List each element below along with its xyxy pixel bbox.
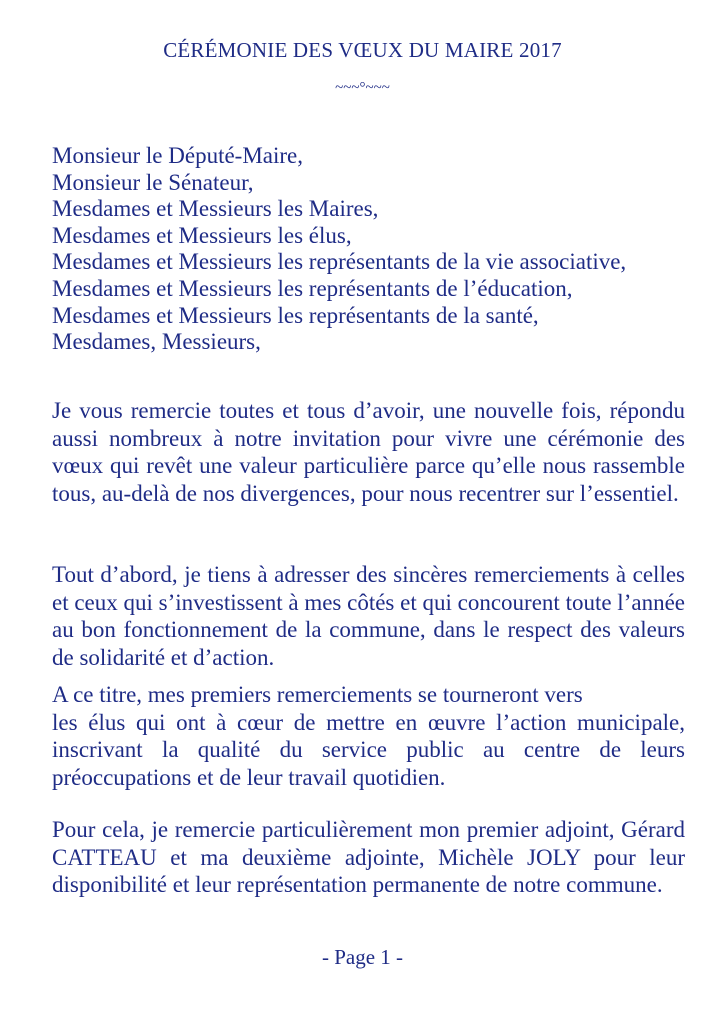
document-title: CÉRÉMONIE DES VŒUX DU MAIRE 2017 xyxy=(163,38,562,62)
salutation-line: Mesdames, Messieurs, xyxy=(52,329,261,355)
body-paragraph: Tout d’abord, je tiens à adresser des sincères remerciements à celles et ceux qui s’investissent à mes côtés et qui concourent toute l’année au bon fonctionnement de la commune, dans le respect des valeurs de solidarité et d’action. xyxy=(52,562,685,670)
salutation-line: Mesdames et Messieurs les représentants de la santé, xyxy=(52,302,539,328)
salutation-line: Mesdames et Messieurs les élus, xyxy=(52,222,352,248)
body-paragraph: Pour cela, je remercie particulièrement mon premier adjoint, Gérard CATTEAU et ma deuxième adjointe, Michèle JOLY pour leur disponibilité et leur représentation permanente de notre commune. xyxy=(52,817,685,897)
body-paragraph: Je vous remercie toutes et tous d’avoir, une nouvelle fois, répondu aussi nombreux à notre invitation pour vivre une cérémonie des vœux qui revêt une valeur particulière parce qu’elle nous rassemble tous, au-delà de nos divergences, pour nous recentrer sur l’essentiel. xyxy=(52,398,685,506)
title-ornament: ~~~°~~~ xyxy=(335,80,390,96)
salutation-line: Mesdames et Messieurs les représentants de la vie associative, xyxy=(52,249,627,275)
salutation-line: Mesdames et Messieurs les représentants de l’éducation, xyxy=(52,275,573,301)
salutation-line: Monsieur le Sénateur, xyxy=(52,169,254,195)
page-number: - Page 1 - xyxy=(321,945,404,969)
body-paragraph xyxy=(52,681,685,791)
paragraph-text: les élus qui ont à cœur de mettre en œuvre l’action municipale, inscrivant la qualité du service public au centre de leurs préoccupations et de leur travail quotidien. xyxy=(52,709,685,790)
salutation-line: Monsieur le Député-Maire, xyxy=(52,143,304,168)
salutation-line: Mesdames et Messieurs les Maires, xyxy=(52,196,379,222)
salutations-list xyxy=(52,143,692,356)
paragraph-first-line: A ce titre, mes premiers remerciements se tourneront vers xyxy=(52,682,583,707)
